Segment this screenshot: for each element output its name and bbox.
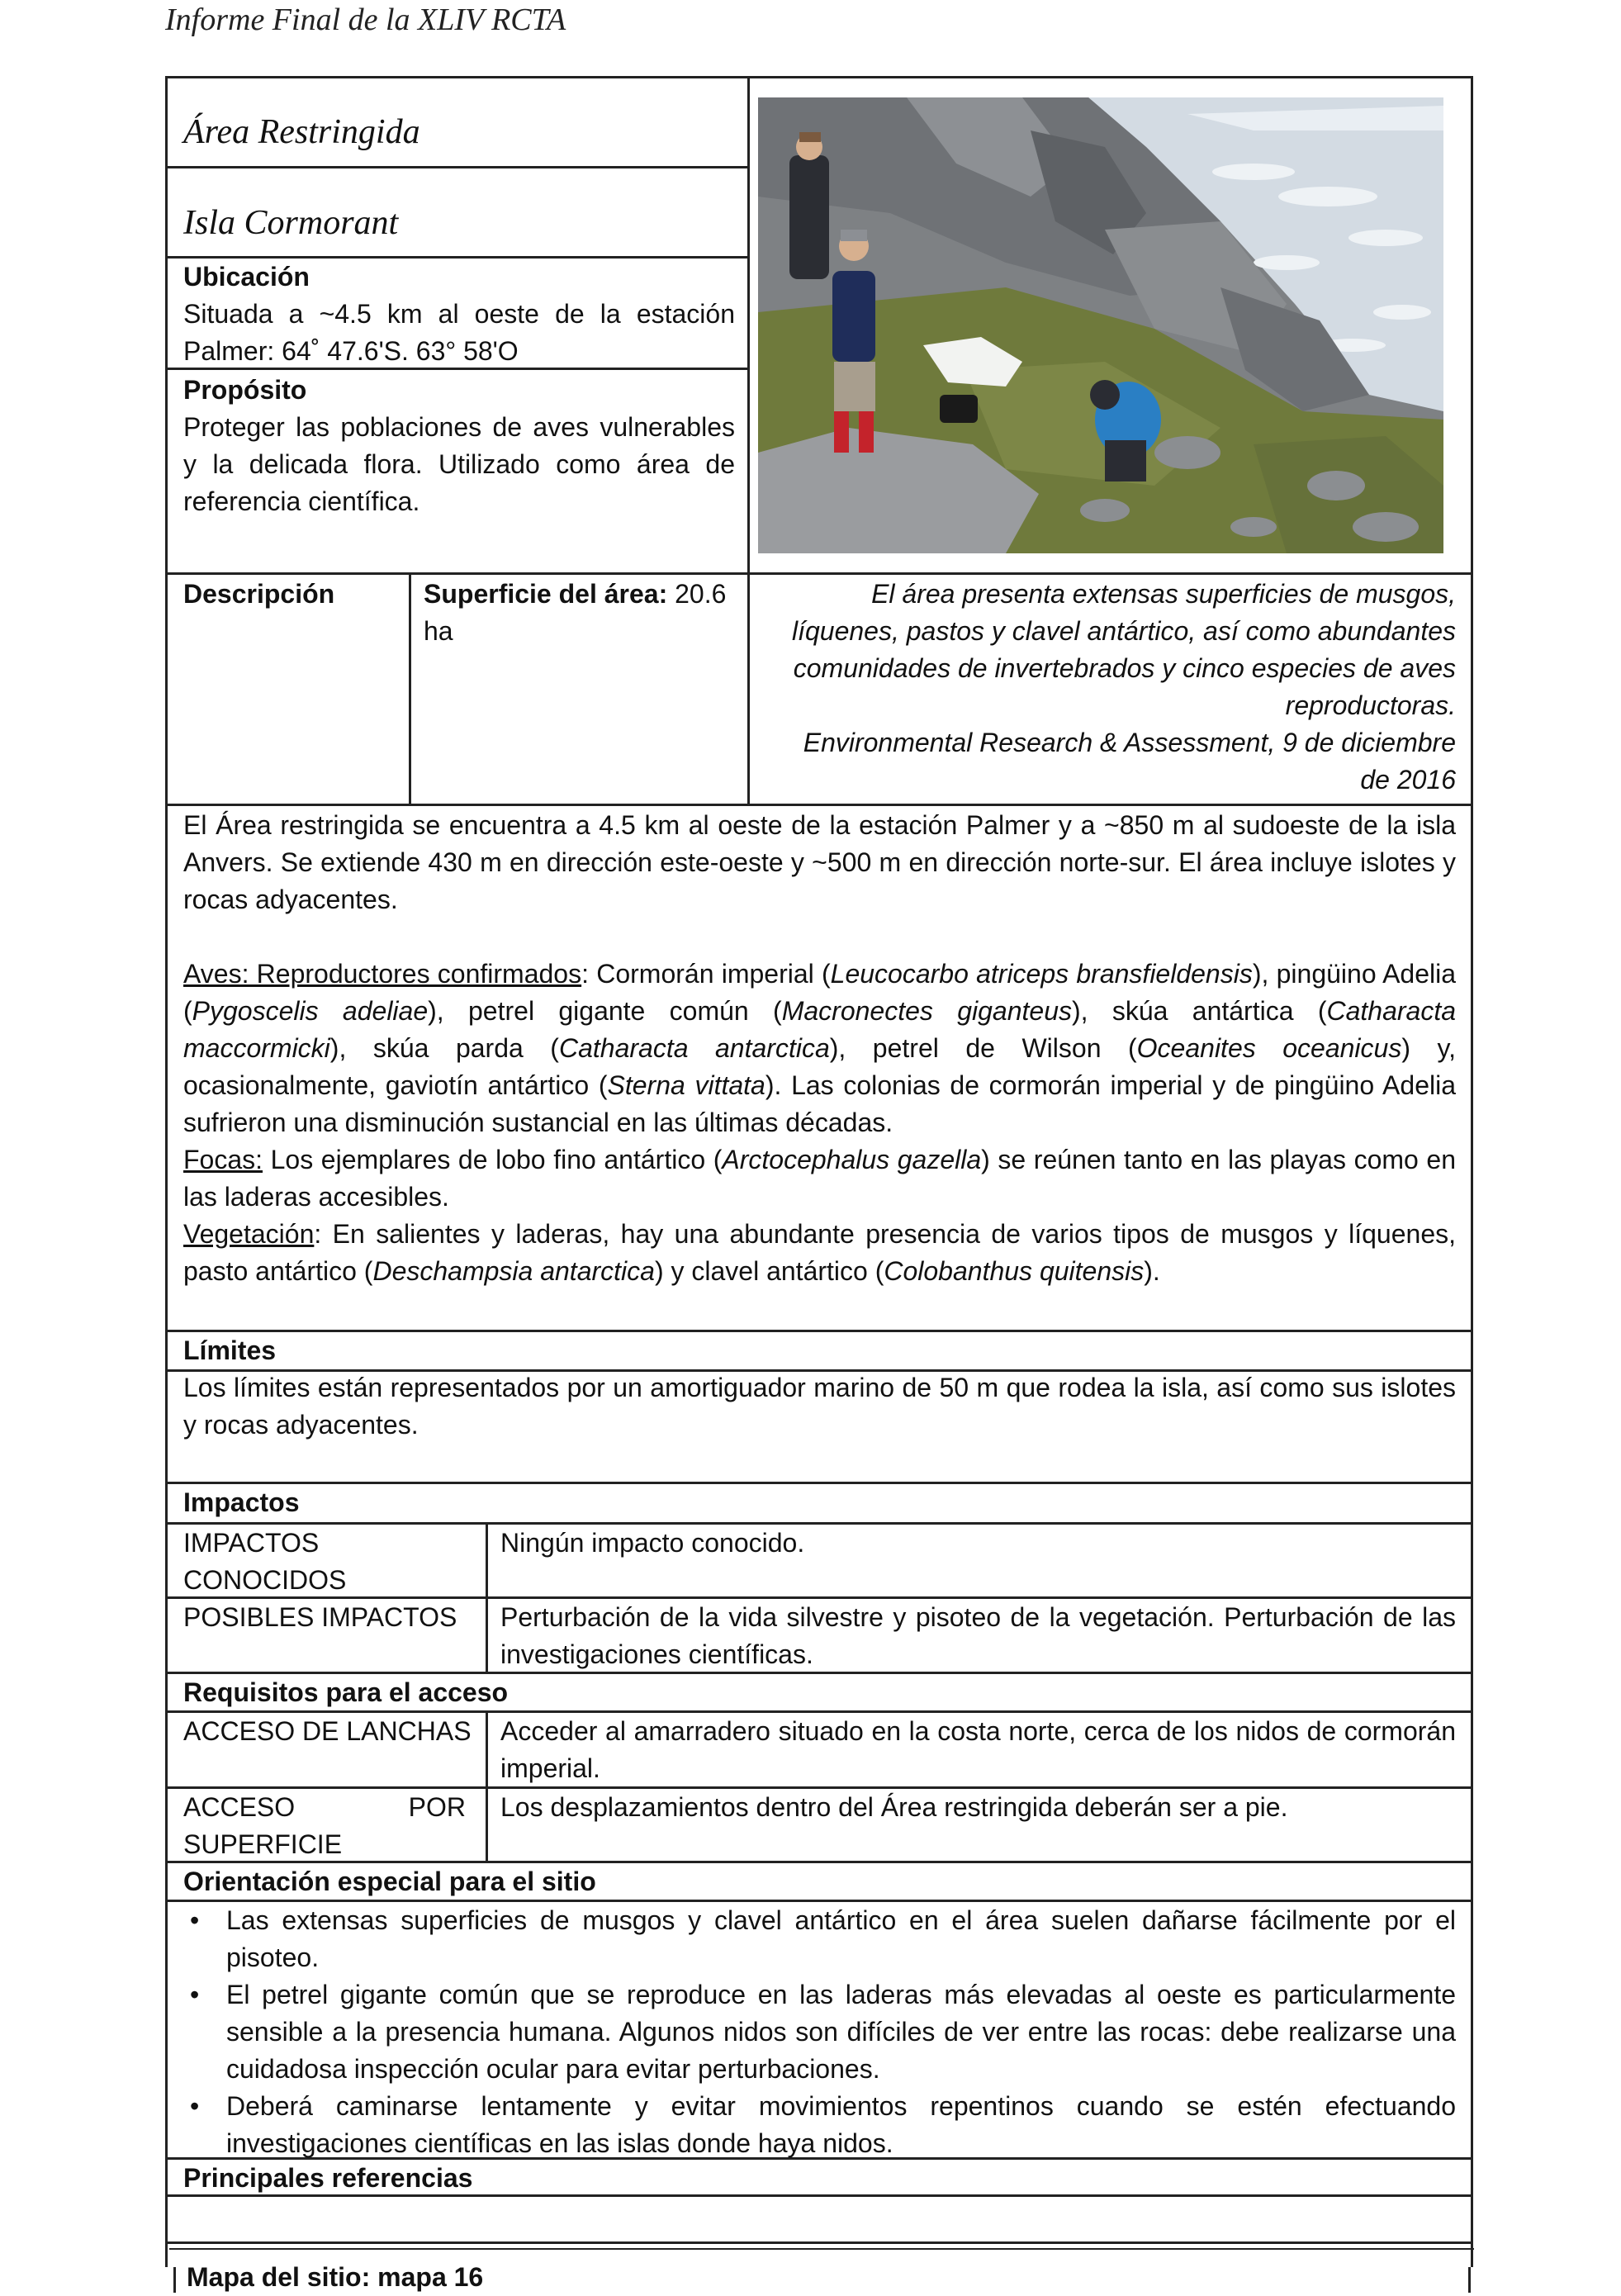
species-name: Leucocarbo atriceps bransfieldensis bbox=[830, 959, 1253, 989]
references-heading: Principales referencias bbox=[183, 2163, 473, 2193]
area-type-title: Área Restringida bbox=[183, 113, 420, 151]
species-name: Pygoscelis adeliae bbox=[192, 996, 429, 1026]
description-heading: Descripción bbox=[183, 579, 335, 609]
guidance-item: • Deberá caminarse lentamente y evitar movimientos repentinos cuando se estén efectuando investigaciones científicas en las islas donde haya nidos. bbox=[183, 2088, 1456, 2162]
access-surface-label: ACCESO POR SUPERFICIE bbox=[183, 1792, 466, 1859]
species-name: Catharacta antarctica bbox=[558, 1033, 830, 1063]
birds-label: Aves: Reproductores confirmados bbox=[183, 959, 582, 989]
access-heading: Requisitos para el acceso bbox=[183, 1677, 509, 1707]
photo-caption: El área presenta extensas superficies de musgos, líquenes, pastos y clavel antártico, así como abundantes comunidades de invertebrados y cinco especies de aves reproductoras. bbox=[791, 579, 1456, 720]
intro-paragraph: El Área restringida se encuentra a 4.5 km al oeste de la estación Palmer y a ~850 m al sudoeste de la isla Anvers. Se extiende 430 m en dirección este-oeste y ~500 m en dirección norte-sur. El área incluye islotes y rocas adyacentes. bbox=[183, 810, 1456, 914]
species-name: Arctocephalus gazella bbox=[722, 1145, 982, 1174]
species-name: Oceanites oceanicus bbox=[1136, 1033, 1402, 1063]
birds-paragraph: Aves: Reproductores confirmados: Cormorán imperial (Leucocarbo atriceps bransfieldensis), pingüino Adelia (Pygoscelis adeliae), petrel gigante común (Macronectes giganteus), skúa antártica (Catharacta maccormicki), skúa parda (Catharacta antarctica), petrel de Wilson (Oceanites oceanicus) y, ocasionalmente, gaviotín antártico (Sterna vittata). Las colonias de cormorán imperial y de pingüino Adelia sufrieron una disminución sustancial en las últimas décadas. bbox=[183, 959, 1457, 1137]
impacts-possible-label: POSIBLES IMPACTOS bbox=[183, 1602, 457, 1632]
species-name: Colobanthus quitensis bbox=[884, 1256, 1145, 1286]
guidance-item: • El petrel gigante común que se reproduce en las laderas más elevadas al oeste es particularmente sensible a la presencia humana. Algunos nidos son difíciles de ver entre las rocas: debe realizarse una cuidadosa inspección ocular para evitar perturbaciones. bbox=[183, 1976, 1456, 2088]
species-name: Deschampsia antarctica bbox=[372, 1256, 655, 1286]
location-text: Situada a ~4.5 km al oeste de la estación Palmer: 64˚ 47.6'S. 63° 58'O bbox=[183, 299, 735, 366]
location-heading: Ubicación bbox=[183, 262, 310, 292]
guidance-item: • Las extensas superficies de musgos y clavel antártico en el área suelen dañarse fácilmente por el pisoteo. bbox=[183, 1902, 1456, 1976]
limits-text: Los límites están representados por un amortiguador marino de 50 m que rodea la isla, así como sus islotes y rocas adyacentes. bbox=[183, 1373, 1456, 1440]
area-size-value: 20.6 ha bbox=[424, 579, 727, 646]
guidance-list bbox=[183, 1902, 1456, 2162]
purpose-heading: Propósito bbox=[183, 375, 307, 405]
species-name: Catharacta maccormicki bbox=[183, 996, 1457, 1063]
impacts-known-value: Ningún impacto conocido. bbox=[500, 1528, 805, 1558]
photo-credit-line2: de 2016 bbox=[1360, 765, 1456, 795]
impacts-heading: Impactos bbox=[183, 1487, 300, 1517]
impacts-known-label: IMPACTOS CONOCIDOS bbox=[183, 1528, 347, 1595]
guidance-heading: Orientación especial para el sitio bbox=[183, 1867, 596, 1896]
limits-heading: Límites bbox=[183, 1335, 277, 1365]
access-surface-value: Los desplazamientos dentro del Área restringida deberán ser a pie. bbox=[500, 1792, 1288, 1822]
photo-credit-line1: Environmental Research & Assessment, 9 de diciembre bbox=[803, 728, 1456, 757]
site-name-title: Isla Cormorant bbox=[183, 204, 399, 242]
access-boat-label: ACCESO DE LANCHAS bbox=[183, 1716, 472, 1746]
vegetation-label: Vegetación bbox=[183, 1219, 315, 1249]
species-name: Macronectes giganteus bbox=[781, 996, 1072, 1026]
access-boat-value: Acceder al amarradero situado en la costa norte, cerca de los nidos de cormorán imperial. bbox=[500, 1716, 1456, 1783]
purpose-text: Proteger las poblaciones de aves vulnerables y la delicada flora. Utilizado como área de referencia científica. bbox=[183, 412, 735, 516]
running-header: Informe Final de la XLIV RCTA bbox=[165, 2, 566, 37]
site-photo bbox=[758, 97, 1443, 553]
species-name: Sterna vittata bbox=[607, 1070, 765, 1100]
vegetation-paragraph: Vegetación: En salientes y laderas, hay una abundante presencia de varios tipos de musgos y líquenes, pasto antártico (Deschampsia antarctica) y clavel antártico (Colobanthus quitensis). bbox=[183, 1219, 1456, 1286]
impacts-possible-value: Perturbación de la vida silvestre y pisoteo de la vegetación. Perturbación de las investigaciones científicas. bbox=[500, 1602, 1456, 1669]
area-size bbox=[424, 576, 737, 650]
map-label: Mapa del sitio: mapa 16 bbox=[187, 2262, 484, 2292]
seals-paragraph: Focas: Los ejemplares de lobo fino antártico (Arctocephalus gazella) se reúnen tanto en las playas como en las laderas accesibles. bbox=[183, 1145, 1457, 1212]
area-size-label: Superficie del área: bbox=[424, 579, 668, 609]
seals-label: Focas: bbox=[183, 1145, 263, 1174]
